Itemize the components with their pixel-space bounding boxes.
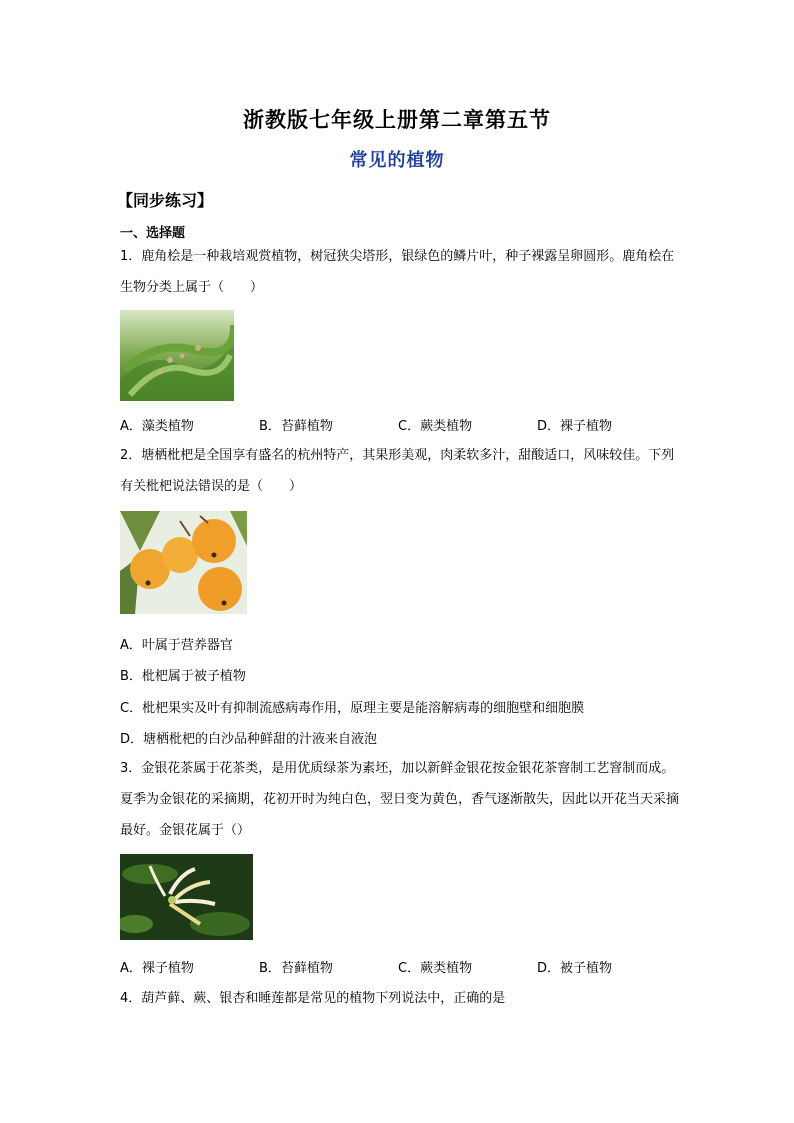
option-b: B．苔藓植物	[259, 419, 333, 434]
option-b: B．苔藓植物	[259, 961, 333, 976]
option-d: D．裸子植物	[537, 419, 613, 434]
question-3-options	[120, 957, 680, 976]
question-1-text: 1．鹿角桧是一种栽培观赏植物，树冠狭尖塔形，银绿色的鳞片叶，种子裸露呈卵圆形。鹿角桧在生物分类上属于（ ）	[120, 249, 675, 295]
question-2-option-b: B．枇杷属于被子植物	[120, 669, 246, 684]
question-1-options	[120, 415, 680, 434]
juniper-image	[120, 310, 234, 401]
subsection-heading: 一、选择题	[120, 226, 186, 241]
question-2-option-c: C．枇杷果实及叶有抑制流感病毒作用，原理主要是能溶解病毒的细胞壁和细胞膜	[120, 701, 585, 716]
question-2-option-d: D．塘栖枇杷的白沙品种鲜甜的汁液来自液泡	[120, 732, 378, 747]
option-c: C．蕨类植物	[398, 419, 473, 434]
question-4-text: 4．葫芦藓、蕨、银杏和睡莲都是常见的植物下列说法中，正确的是	[120, 991, 506, 1006]
honeysuckle-image	[120, 854, 253, 940]
option-d: D．被子植物	[537, 961, 613, 976]
question-3-text: 3．金银花茶属于花茶类，是用优质绿茶为素坯，加以新鲜金银花按金银花茶窨制工艺窨制而成。夏季为金银花的采摘期，花初开时为纯白色，翌日变为黄色，香气逐渐散失，因此以开花当天采摘最好。金银花属于（）	[120, 761, 680, 838]
option-a: A．藻类植物	[120, 419, 194, 434]
section-heading: 【同步练习】	[117, 191, 214, 210]
question-2-option-a: A．叶属于营养器官	[120, 638, 233, 653]
loquat-image	[120, 511, 247, 614]
question-2-text: 2．塘栖枇杷是全国享有盛名的杭州特产，其果形美观，肉柔软多汁，甜酸适口，风味较佳。下列有关枇杷说法错误的是（ ）	[120, 448, 675, 494]
page-subtitle: 常见的植物	[349, 150, 445, 171]
option-a: A．裸子植物	[120, 961, 194, 976]
option-c: C．蕨类植物	[398, 961, 473, 976]
page-title: 浙教版七年级上册第二章第五节	[243, 107, 551, 132]
